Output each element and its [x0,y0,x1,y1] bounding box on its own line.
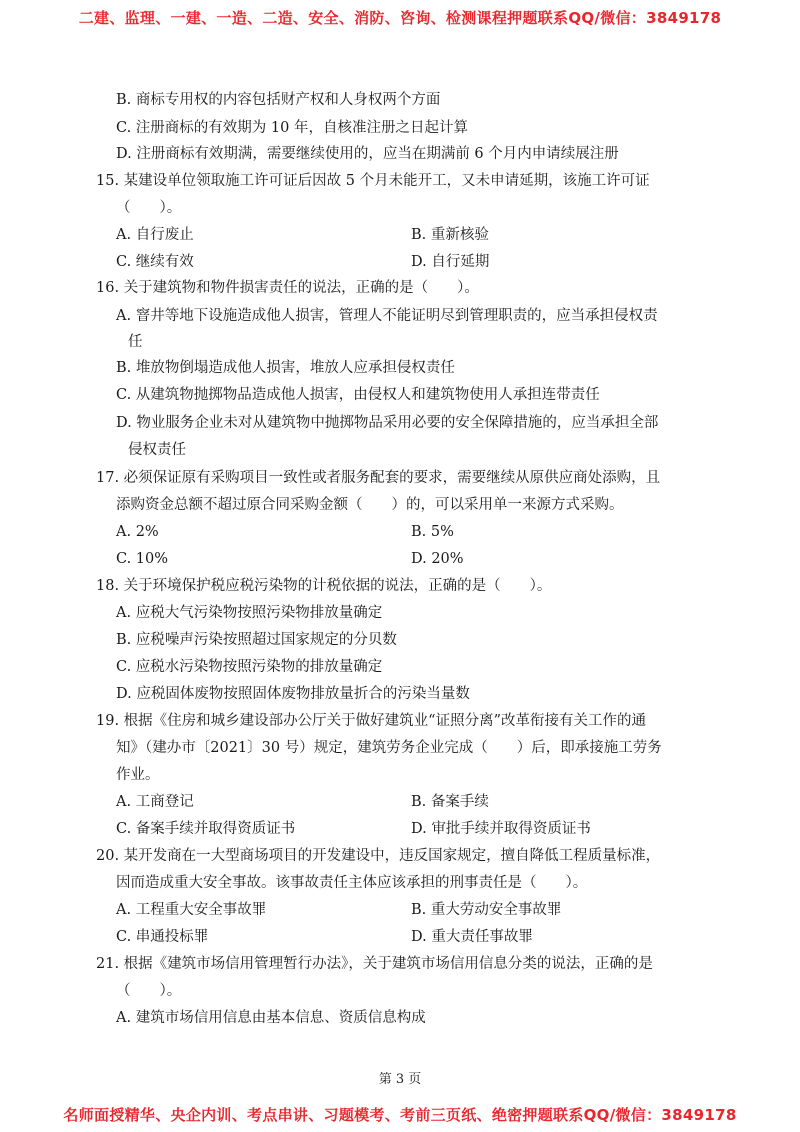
text-line: A. 窨井等地下设施造成他人损害，管理人不能证明尽到管理职责的，应当承担侵权责 [116,308,658,324]
text-line: 19. 根据《住房和城乡建设部办公厅关于做好建筑业“证照分离”改革衔接有关工作的通 [96,713,646,729]
text-line: D. 物业服务企业未对从建筑物中抛掷物品采用必要的安全保障措施的，应当承担全部 [116,415,659,431]
option-line: A. 工程重大安全事故罪 [116,902,267,918]
option-line-right: D. 重大责任事故罪 [411,929,533,945]
text-line: C. 应税水污染物按照污染物的排放量确定 [116,659,383,675]
text-line: （ ）。 [116,983,182,999]
text-line: 添购资金总额不超过原合同采购金额（ ）的，可以采用单一来源方式采购。 [116,497,624,513]
text-line: 20. 某开发商在一大型商场项目的开发建设中，违反国家规定，擅自降低工程质量标准， [96,848,661,864]
option-line-right: D. 20% [411,551,464,567]
option-line: C. 10% [116,551,169,567]
option-line: C. 继续有效 [116,254,194,270]
text-line: B. 商标专用权的内容包括财产权和人身权两个方面 [116,92,441,108]
text-line: D. 应税固体废物按照固体废物排放量折合的污染当量数 [116,686,470,702]
text-line: 因而造成重大安全事故。该事故责任主体应该承担的刑事责任是（ ）。 [116,875,588,891]
option-line-right: D. 审批手续并取得资质证书 [411,821,591,837]
text-line: 21. 根据《建筑市场信用管理暂行办法》，关于建筑市场信用信息分类的说法，正确的是 [96,956,653,972]
option-line: A. 工商登记 [116,794,194,810]
text-line: 作业。 [116,767,160,783]
text-line: A. 建筑市场信用信息由基本信息、资质信息构成 [116,1010,426,1026]
option-line-right: D. 自行延期 [411,254,490,270]
option-line-right: B. 重大劳动安全事故罪 [411,902,562,918]
text-line: 侵权责任 [128,442,186,458]
bottom-promo-banner: 名师面授精华、央企内训、考点串讲、习题模考、考前三页纸、绝密押题联系QQ/微信：3849178 [63,1106,737,1124]
text-line: C. 从建筑物抛掷物品造成他人损害，由侵权人和建筑物使用人承担连带责任 [116,387,600,403]
page-number: 第 3 页 [378,1072,422,1087]
text-line: （ ）。 [116,200,182,216]
option-line: A. 自行废止 [116,227,194,243]
text-line: 任 [128,334,143,350]
text-line: D. 注册商标有效期满，需要继续使用的，应当在期满前 6 个月内申请续展注册 [116,146,619,162]
text-line: B. 应税噪声污染按照超过国家规定的分贝数 [116,632,397,648]
text-line: B. 堆放物倒塌造成他人损害，堆放人应承担侵权责任 [116,360,455,376]
text-line: A. 应税大气污染物按照污染物排放量确定 [116,605,383,621]
option-line: C. 串通投标罪 [116,929,209,945]
option-line-right: B. 5% [411,524,454,540]
text-line: 18. 关于环境保护税应税污染物的计税依据的说法，正确的是（ ）。 [96,578,552,594]
option-line: C. 备案手续并取得资质证书 [116,821,296,837]
text-line: 16. 关于建筑物和物件损害责任的说法，正确的是（ ）。 [96,280,479,296]
option-line: A. 2% [116,524,159,540]
text-line: 15. 某建设单位领取施工许可证后因故 5 个月未能开工，又未申请延期，该施工许可证 [96,173,650,189]
text-line: 17. 必须保证原有采购项目一致性或者服务配套的要求，需要继续从原供应商处添购，且 [96,470,661,486]
text-line: C. 注册商标的有效期为 10 年，自核准注册之日起计算 [116,120,468,136]
text-line: 知》（建办市〔2021〕30 号）规定，建筑劳务企业完成（ ）后，即承接施工劳务 [116,740,662,756]
option-line-right: B. 备案手续 [411,794,489,810]
option-line-right: B. 重新核验 [411,227,489,243]
top-promo-banner: 二建、监理、一建、一造、二造、安全、消防、咨询、检测课程押题联系QQ/微信：3849178 [78,9,722,27]
